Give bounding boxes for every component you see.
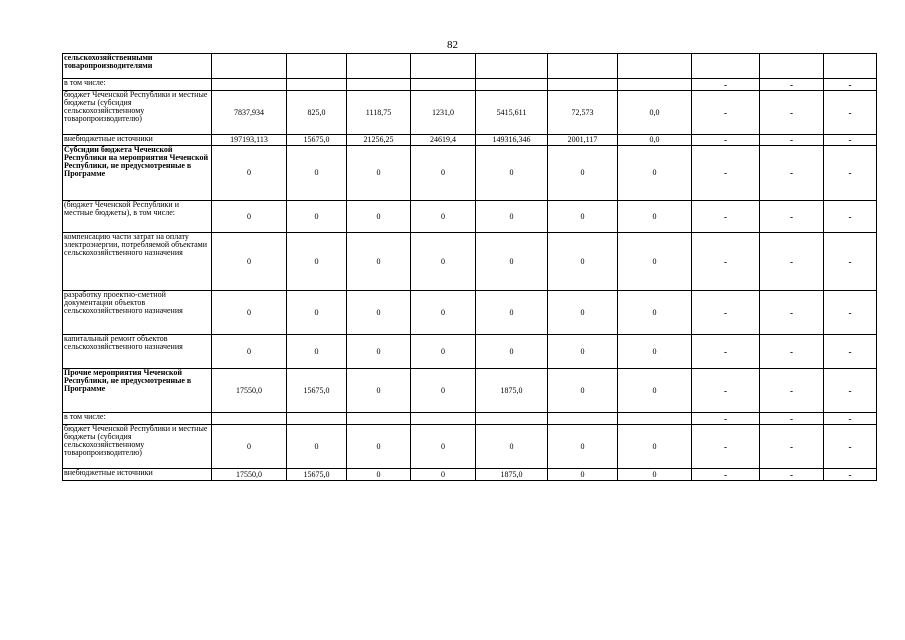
table-row xyxy=(63,146,877,201)
table-cell xyxy=(760,54,824,79)
table-cell: 0 xyxy=(618,335,692,369)
table-cell xyxy=(476,54,548,79)
table-row xyxy=(63,335,877,369)
table-cell xyxy=(212,79,287,91)
table-cell: - xyxy=(824,425,877,469)
table-cell xyxy=(212,54,287,79)
row-label: компенсацию части затрат на оплату электроэнергии, потребляемой объектами сельскохозяйственного назначения xyxy=(63,233,212,291)
table-cell: 0 xyxy=(548,425,618,469)
table-cell: - xyxy=(824,146,877,201)
table-row xyxy=(63,469,877,481)
table-cell xyxy=(618,413,692,425)
table-cell: 24619,4 xyxy=(411,135,476,146)
table-cell: 0 xyxy=(548,291,618,335)
row-label: внебюджетные источники xyxy=(63,469,212,481)
table-cell: 0 xyxy=(411,201,476,233)
table-cell: 1875,0 xyxy=(476,369,548,413)
table-cell: 825,0 xyxy=(287,91,347,135)
table-row xyxy=(63,413,877,425)
table-cell: - xyxy=(692,146,760,201)
page-number: 82 xyxy=(447,39,458,51)
table-cell: 0 xyxy=(618,369,692,413)
table-cell: 0,0 xyxy=(618,135,692,146)
table-cell: - xyxy=(760,291,824,335)
table-cell: 0 xyxy=(618,469,692,481)
table-cell xyxy=(548,54,618,79)
table-cell: - xyxy=(692,79,760,91)
table-cell xyxy=(824,54,877,79)
table-cell xyxy=(212,413,287,425)
table-cell xyxy=(347,54,411,79)
table-cell: 0 xyxy=(411,233,476,291)
table-cell: 0 xyxy=(212,291,287,335)
table-cell: - xyxy=(824,201,877,233)
table-cell: - xyxy=(692,335,760,369)
table-cell: - xyxy=(760,335,824,369)
table-cell: - xyxy=(760,425,824,469)
table-cell: 0 xyxy=(548,146,618,201)
table-cell: 0 xyxy=(476,425,548,469)
table-row xyxy=(63,425,877,469)
table-cell: 0 xyxy=(411,291,476,335)
table-cell xyxy=(411,79,476,91)
table-cell: - xyxy=(824,369,877,413)
table-body xyxy=(63,54,877,481)
table-cell: - xyxy=(760,91,824,135)
table-cell xyxy=(347,413,411,425)
table-cell: 0 xyxy=(618,425,692,469)
table-cell: 0 xyxy=(287,335,347,369)
table-cell xyxy=(692,54,760,79)
table-cell: 0 xyxy=(411,425,476,469)
table-row xyxy=(63,369,877,413)
table-cell: - xyxy=(760,233,824,291)
table-cell: 0 xyxy=(347,291,411,335)
table-cell: 0 xyxy=(548,469,618,481)
table-row xyxy=(63,291,877,335)
table-cell xyxy=(287,413,347,425)
table-cell: - xyxy=(824,413,877,425)
table-cell: 7837,934 xyxy=(212,91,287,135)
table-cell: - xyxy=(760,135,824,146)
table-cell: 1231,0 xyxy=(411,91,476,135)
table-row xyxy=(63,201,877,233)
table-cell: 0 xyxy=(347,469,411,481)
table-cell: 0 xyxy=(287,233,347,291)
table-cell xyxy=(287,54,347,79)
table-cell: - xyxy=(692,233,760,291)
table-cell: - xyxy=(692,201,760,233)
table-cell: - xyxy=(760,79,824,91)
table-cell xyxy=(287,79,347,91)
table-cell xyxy=(476,413,548,425)
table-cell: - xyxy=(692,91,760,135)
row-label: капитальный ремонт объектов сельскохозяйственного назначения xyxy=(63,335,212,369)
table-cell: 5415,611 xyxy=(476,91,548,135)
table-cell: 149316,346 xyxy=(476,135,548,146)
table-cell: 0 xyxy=(618,146,692,201)
table-cell: 0 xyxy=(212,146,287,201)
table-cell: - xyxy=(760,469,824,481)
table-cell: 0 xyxy=(347,146,411,201)
table-cell: 0 xyxy=(411,335,476,369)
row-label: разработку проектно-сметной документации объектов сельскохозяйственного назначения xyxy=(63,291,212,335)
table-row xyxy=(63,135,877,146)
table-cell: 0 xyxy=(548,335,618,369)
row-label: в том числе: xyxy=(63,79,212,91)
table-cell: 0 xyxy=(212,233,287,291)
table-cell: - xyxy=(824,233,877,291)
table-cell: 0 xyxy=(548,233,618,291)
table-cell: - xyxy=(824,291,877,335)
row-label: Прочие мероприятия Чеченской Республики, не предусмотренные в Программе xyxy=(63,369,212,413)
table-cell: 0 xyxy=(548,201,618,233)
row-label: внебюджетные источники xyxy=(63,135,212,146)
table-cell: 0 xyxy=(411,369,476,413)
table-cell: 0 xyxy=(212,425,287,469)
table-cell: 0 xyxy=(347,233,411,291)
table-cell xyxy=(476,79,548,91)
table-cell xyxy=(618,79,692,91)
table-cell: 0 xyxy=(618,201,692,233)
table-cell: 17550,0 xyxy=(212,369,287,413)
table-cell: 1118,75 xyxy=(347,91,411,135)
table-cell: 17550,0 xyxy=(212,469,287,481)
table-cell: 0 xyxy=(347,335,411,369)
table-row xyxy=(63,79,877,91)
row-label: (бюджет Чеченской Республики и местные бюджеты), в том числе: xyxy=(63,201,212,233)
budget-table xyxy=(62,53,877,481)
row-label: бюджет Чеченской Республики и местные бюджеты (субсидия сельскохозяйственному товаропроизводителю) xyxy=(63,425,212,469)
table-row xyxy=(63,233,877,291)
table-cell xyxy=(411,413,476,425)
row-label: в том числе: xyxy=(63,413,212,425)
table-cell: 72,573 xyxy=(548,91,618,135)
table-cell: 0 xyxy=(476,291,548,335)
table-cell: 0 xyxy=(287,291,347,335)
row-label: бюджет Чеченской Республики и местные бюджеты (субсидия сельскохозяйственному товаропроизводителю) xyxy=(63,91,212,135)
table-cell: - xyxy=(692,425,760,469)
table-cell: 0 xyxy=(411,469,476,481)
table-cell: 0 xyxy=(212,201,287,233)
table-cell: - xyxy=(760,146,824,201)
table-cell: - xyxy=(824,91,877,135)
table-cell: - xyxy=(692,369,760,413)
table-cell: 0 xyxy=(411,146,476,201)
table-row xyxy=(63,54,877,79)
table-cell: - xyxy=(692,135,760,146)
table-cell: 15675,0 xyxy=(287,469,347,481)
table-cell: 0 xyxy=(476,335,548,369)
table-cell: - xyxy=(824,469,877,481)
table-cell: - xyxy=(760,413,824,425)
table-cell xyxy=(548,79,618,91)
table-cell: 21256,25 xyxy=(347,135,411,146)
table-cell: 197193,113 xyxy=(212,135,287,146)
table-cell xyxy=(618,54,692,79)
table-cell: - xyxy=(824,135,877,146)
table-cell: 0 xyxy=(476,146,548,201)
table-cell: 0 xyxy=(287,425,347,469)
table-cell: - xyxy=(824,335,877,369)
table-cell: 0 xyxy=(476,201,548,233)
row-label: сельскохозяйственными товаропроизводителями xyxy=(63,54,212,79)
row-label: Субсидии бюджета Чеченской Республики на мероприятия Чеченской Республики, не предусмотренные в Программе xyxy=(63,146,212,201)
table-cell: 0 xyxy=(548,369,618,413)
table-row xyxy=(63,91,877,135)
table-cell xyxy=(548,413,618,425)
table-cell: 0 xyxy=(347,425,411,469)
table-cell: 15675,0 xyxy=(287,135,347,146)
table-cell: 0 xyxy=(347,201,411,233)
table-cell: 2001,117 xyxy=(548,135,618,146)
table-cell: - xyxy=(760,201,824,233)
table-cell: 0 xyxy=(287,201,347,233)
table-cell: - xyxy=(692,413,760,425)
table-cell: 0 xyxy=(347,369,411,413)
table-cell: 1875,0 xyxy=(476,469,548,481)
table-cell: 0 xyxy=(212,335,287,369)
table-cell xyxy=(411,54,476,79)
table-cell: 0 xyxy=(618,233,692,291)
table-cell: - xyxy=(760,369,824,413)
table-cell: 0 xyxy=(476,233,548,291)
table-cell xyxy=(347,79,411,91)
table-cell: 0,0 xyxy=(618,91,692,135)
table-cell: 15675,0 xyxy=(287,369,347,413)
table-cell: - xyxy=(824,79,877,91)
table-cell: - xyxy=(692,469,760,481)
table-cell: 0 xyxy=(618,291,692,335)
table-cell: 0 xyxy=(287,146,347,201)
table-cell: - xyxy=(692,291,760,335)
